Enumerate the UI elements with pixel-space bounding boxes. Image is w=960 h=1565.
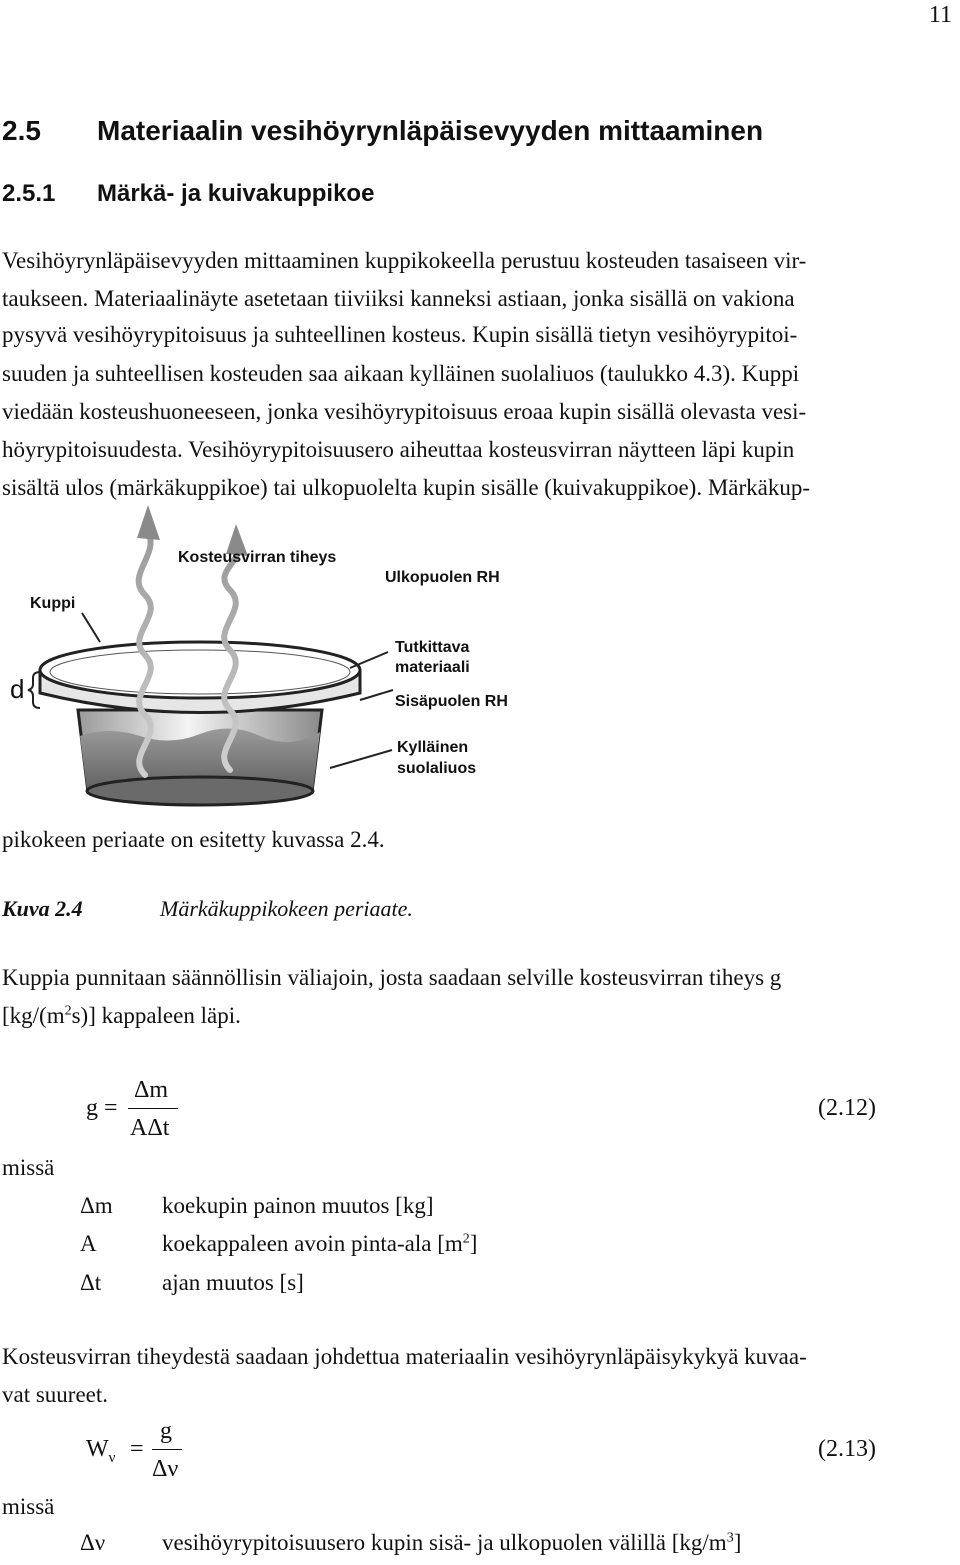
- text-run: ajan muutos [s]: [162, 1270, 304, 1295]
- subsection-number: 2.5.1: [2, 180, 56, 207]
- cup-label: Kuppi: [30, 595, 76, 612]
- inside-rh-label: Sisäpuolen RH: [395, 693, 508, 710]
- paragraph-line: sisältä ulos (märkäkuppikoe) tai ulkopuolelta kupin sisälle (kuivakuppikoe). Märkäkup-: [2, 475, 811, 500]
- text-run: [kg/(m: [2, 1003, 65, 1028]
- symbol: Δν: [80, 1530, 106, 1555]
- figure-caption-label: Kuva 2.4: [2, 896, 83, 921]
- salt-label-line2: suolaliuos: [397, 760, 477, 777]
- material-label-line1: Tutkittava: [395, 639, 470, 656]
- equation-number: (2.13): [818, 1436, 876, 1462]
- where-label: missä: [2, 1494, 55, 1519]
- equation-equals: =: [130, 1436, 144, 1462]
- text-run: koekappaleen avoin pinta-ala [m: [162, 1231, 463, 1256]
- symbol: Δm: [80, 1193, 113, 1218]
- subsection-heading: [2, 180, 374, 208]
- paragraph-line: höyrypitoisuudesta. Vesihöyrypitoisuusero aiheuttaa kosteusvirran näytteen läpi kupin: [2, 437, 795, 462]
- equation-lhs: g =: [86, 1095, 118, 1121]
- salt-label-line1: Kylläinen: [397, 739, 469, 756]
- symbol: A: [80, 1231, 97, 1256]
- section-heading: [2, 115, 763, 147]
- figure-caption-text: Märkäkuppikokeen periaate.: [160, 896, 413, 921]
- paragraph-line: vat suureet.: [2, 1382, 109, 1407]
- paragraph-line: pysyvä vesihöyrypitoisuus ja suhteellinen kosteus. Kupin sisällä tietyn vesihöyrypitoi-: [2, 322, 798, 347]
- definition: [162, 1193, 434, 1219]
- text-run: W: [86, 1436, 109, 1462]
- thickness-label: d: [10, 674, 25, 704]
- equation-denominator: AΔt: [130, 1115, 170, 1141]
- definition: [162, 1231, 477, 1257]
- text-run: ]: [733, 1530, 742, 1555]
- paragraph-line: suuden ja suhteellisen kosteuden saa aikaan kylläinen suolaliuos (taulukko 4.3). Kuppi: [2, 361, 800, 386]
- equation-number: (2.12): [818, 1095, 876, 1121]
- paragraph-line: Kosteusvirran tiheydestä saadaan johdettua materiaalin vesihöyrynläpäisykykyä kuvaa-: [2, 1344, 807, 1369]
- superscript: 3: [726, 1530, 734, 1546]
- fraction-bar: [128, 1108, 178, 1109]
- flux-arrowhead: [137, 505, 160, 540]
- superscript: 2: [462, 1231, 470, 1247]
- page-number: 11: [928, 2, 952, 28]
- section-number: 2.5: [2, 115, 41, 146]
- text-run: vesihöyrypitoisuusero kupin sisä- ja ulkopuolen välillä [kg/m: [162, 1530, 727, 1555]
- where-label: missä: [2, 1155, 55, 1180]
- paragraph-line: [2, 1003, 241, 1029]
- subscript: ν: [108, 1449, 116, 1466]
- outside-rh-label: Ulkopuolen RH: [385, 569, 500, 586]
- paragraph-line: viedään kosteushuoneeseen, jonka vesihöyrypitoisuus eroaa kupin sisällä olevasta vesi-: [2, 399, 807, 424]
- equation-lhs: [86, 1436, 115, 1467]
- thickness-brace: [28, 672, 40, 708]
- equation-denominator: Δν: [152, 1456, 179, 1482]
- superscript: 2: [64, 1003, 72, 1019]
- symbol: Δt: [80, 1270, 102, 1295]
- paragraph-line: Kuppia punnitaan säännöllisin väliajoin, josta saadaan selville kosteusvirran tiheys g: [2, 965, 782, 990]
- text-run: s)] kappaleen läpi.: [71, 1003, 241, 1028]
- text-run: koekupin painon muutos [kg]: [162, 1193, 434, 1218]
- fraction-bar: [152, 1449, 182, 1450]
- paragraph-line: taukseen. Materiaalinäyte asetetaan tiiviiksi kanneksi astiaan, jonka sisällä on vakiona: [2, 286, 795, 311]
- wet-cup-diagram: [0, 500, 600, 820]
- definition: [162, 1270, 304, 1296]
- flux-label: Kosteusvirran tiheys: [178, 549, 337, 566]
- material-label-line2: materiaali: [395, 659, 470, 676]
- paragraph-line: Vesihöyrynläpäisevyyden mittaaminen kuppikokeella perustuu kosteuden tasaiseen vir-: [2, 248, 807, 273]
- paragraph-line: pikokeen periaate on esitetty kuvassa 2.4.: [2, 827, 385, 852]
- equation-numerator: Δm: [134, 1077, 169, 1103]
- text-run: ]: [469, 1231, 478, 1256]
- definition: [162, 1530, 741, 1556]
- cup-bottom: [87, 777, 313, 805]
- section-title: Materiaalin vesihöyrynläpäisevyyden mittaaminen: [97, 115, 764, 146]
- subsection-title: Märkä- ja kuivakuppikoe: [97, 180, 375, 207]
- equation-numerator: g: [160, 1418, 172, 1444]
